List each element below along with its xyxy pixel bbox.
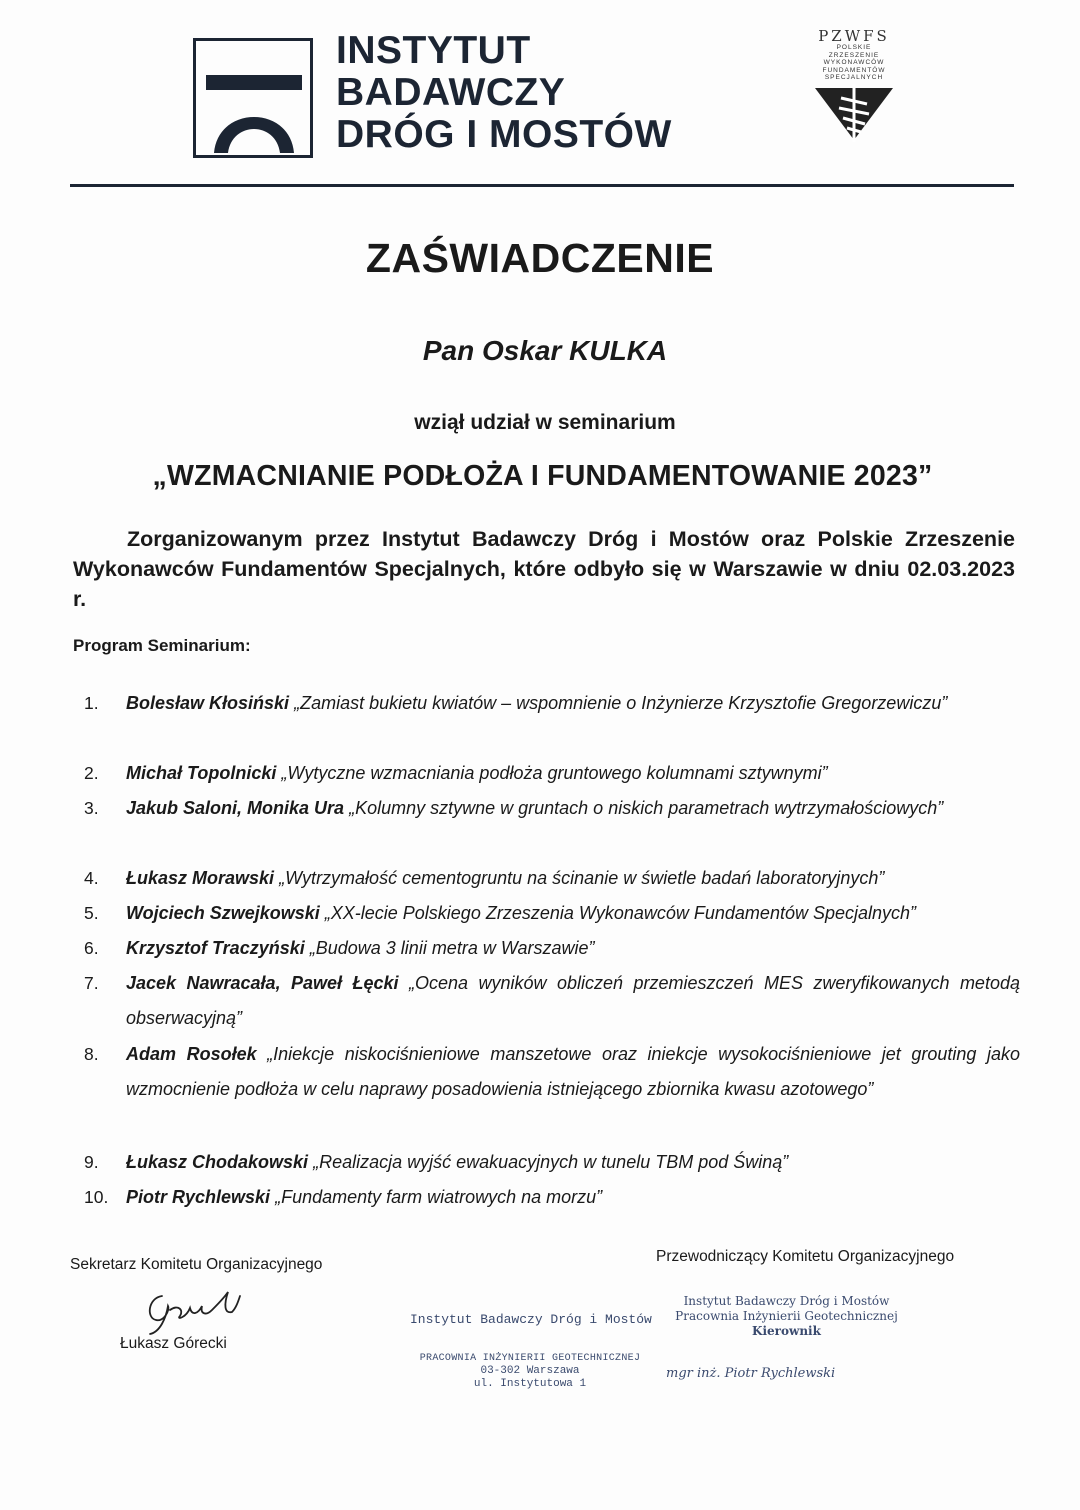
institute-logo: [193, 38, 313, 158]
seminar-title: „WZMACNIANIE PODŁOŻA I FUNDAMENTOWANIE 2023”: [152, 460, 933, 492]
item-authors: Bolesław Kłosiński: [126, 693, 290, 713]
item-number: 8.: [84, 1044, 99, 1064]
pzwfs-line: SPECJALNYCH: [824, 74, 884, 81]
pzwfs-logo: [808, 28, 900, 142]
item-topic: „Budowa 3 linii metra w Warszawie”: [309, 938, 595, 958]
item-topic: „Iniekcje niskociśnieniowe manszetowe oraz iniekcje wysokociśnieniowe jet grouting jako wzmocnienie podłoża w celu naprawy posadowienia istniejącego zbiornika kwasu azotowego”: [126, 1044, 1020, 1099]
item-topic: „Wytyczne wzmacniania podłoża gruntowego kolumnami sztywnymi”: [281, 763, 828, 783]
participation-text: wziął udział w seminarium: [414, 411, 676, 434]
item-number: 5.: [84, 903, 99, 923]
institute-name-line: BADAWCZY: [336, 71, 566, 114]
stamp-line: Instytut Badawczy Dróg i Mostów: [683, 1294, 890, 1308]
item-number: 2.: [84, 763, 99, 783]
item-topic: „Kolumny sztywne w gruntach o niskich parametrach wytrzymałościowych”: [349, 798, 944, 818]
certificate-title: ZAŚWIADCZENIE: [365, 235, 715, 281]
item-authors: Krzysztof Traczyński: [126, 938, 305, 958]
organizers-paragraph: Zorganizowanym przez Instytut Badawczy Dróg i Mostów oraz Polskie Zrzeszenie Wykonawców Fundamentów Specjalnych, które odbyło się w Warszawie w dniu 02.03.2023 r.: [73, 527, 1015, 611]
program-heading: Program Seminarium:: [73, 636, 251, 655]
recipient-name: Pan Oskar KULKA: [422, 335, 668, 366]
stamp-line: PRACOWNIA INŻYNIERII GEOTECHNICZNEJ: [419, 1353, 641, 1364]
item-number: 1.: [84, 693, 99, 713]
item-authors: Łukasz Chodakowski: [126, 1152, 309, 1172]
lab-address-stamp: [410, 1352, 650, 1391]
stamp-line: ul. Instytutowa 1: [473, 1378, 587, 1390]
item-authors: Jakub Saloni, Monika Ura: [126, 798, 345, 818]
institute-name-line: INSTYTUT: [336, 29, 531, 72]
chair-stamp: [664, 1294, 909, 1339]
item-topic: „Realizacja wyjść ewakuacyjnych w tunelu TBM pod Świną”: [313, 1152, 789, 1172]
item-number: 4.: [84, 868, 99, 888]
item-authors: Michał Topolnicki: [126, 763, 277, 783]
header-divider: [70, 184, 1014, 187]
item-topic: „XX-lecie Polskiego Zrzeszenia Wykonawców Fundamentów Specjalnych”: [324, 903, 917, 923]
pzwfs-line: WYKONAWCÓW: [823, 59, 885, 66]
item-topic: „Zamiast bukietu kwiatów – wspomnienie o Inżynierze Krzysztofie Gregorzewiczu”: [294, 693, 948, 713]
item-authors: Wojciech Szwejkowski: [126, 903, 320, 923]
item-authors: Adam Rosołek: [126, 1044, 257, 1064]
item-topic: „Fundamenty farm wiatrowych na morzu”: [275, 1187, 603, 1207]
pzwfs-line: ZRZESZENIE: [828, 51, 880, 59]
pzwfs-abbr: PZWFS: [818, 27, 890, 45]
item-authors: Jacek Nawracała, Paweł Łęcki: [126, 973, 399, 993]
chair-label: Przewodniczący Komitetu Organizacyjnego: [656, 1248, 955, 1265]
institute-name: [336, 30, 672, 156]
stamp-line: 03-302 Warszawa: [480, 1365, 580, 1377]
secretary-name: Łukasz Górecki: [120, 1335, 227, 1352]
drill-triangle-icon: [811, 84, 897, 142]
item-number: 3.: [84, 798, 99, 818]
item-authors: Łukasz Morawski: [126, 868, 275, 888]
item-topic: „Wytrzymałość cementogruntu na ścinanie w świetle badań laboratoryjnych”: [279, 868, 885, 888]
stamp-line: Kierownik: [752, 1324, 821, 1338]
pzwfs-line: FUNDAMENTÓW: [822, 66, 886, 74]
bridge-arch-icon: [196, 41, 310, 155]
pzwfs-line: POLSKIE: [836, 44, 872, 51]
item-number: 9.: [84, 1152, 99, 1172]
item-authors: Piotr Rychlewski: [126, 1187, 271, 1207]
institute-stamp: Instytut Badawczy Dróg i Mostów: [410, 1312, 652, 1327]
institute-name-line: DRÓG I MOSTÓW: [336, 113, 672, 156]
item-topic: „Ocena wyników obliczeń przemieszczeń MES zweryfikowanych metodą obserwacyjną”: [126, 973, 1020, 1028]
item-number: 6.: [84, 938, 99, 958]
stamp-line: Pracownia Inżynierii Geotechnicznej: [675, 1309, 898, 1323]
secretary-label: Sekretarz Komitetu Organizacyjnego: [70, 1256, 323, 1273]
chair-name-stamp: mgr inż. Piotr Rychlewski: [666, 1366, 836, 1381]
handwritten-signature-icon: [140, 1288, 250, 1338]
item-number: 7.: [84, 973, 99, 993]
item-number: 10.: [84, 1187, 109, 1207]
